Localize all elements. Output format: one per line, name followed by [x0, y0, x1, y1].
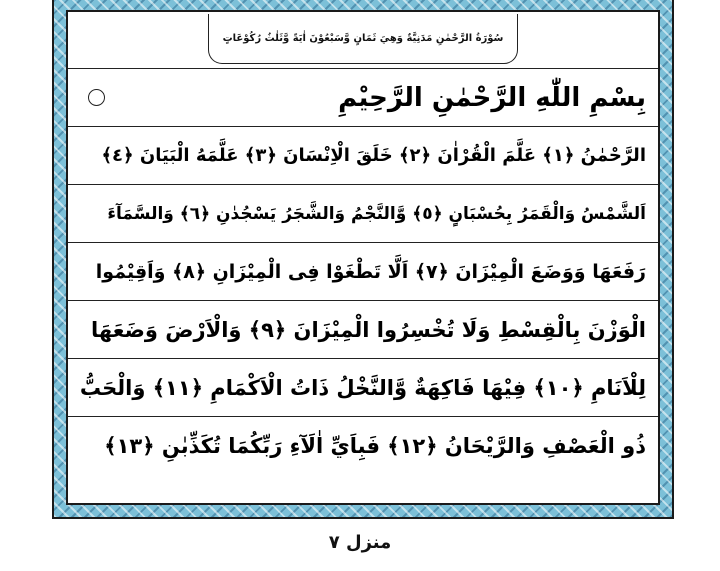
surah-heading: سُوْرَةُ الرَّحْمٰنِ مَدَنِيَّةٌ وَهِيَ ثَمَانٍ وَّسَبْعُوْنَ اٰيَةً وَّثَلٰثُ رُكُوْعَاتٍ: [222, 33, 504, 44]
verse-line-1: [68, 126, 658, 184]
bismillah-text: بِسْمِ اللّٰهِ الرَّحْمٰنِ الرَّحِيْمِ: [338, 82, 646, 113]
bismillah-end-circle: [88, 89, 105, 106]
surah-heading-box: [208, 14, 518, 64]
verse-line-5: [68, 358, 658, 416]
verse-line-text: الْوَزْنَ بِالْقِسْطِ وَلَا تُخْسِرُوا الْمِيْزَانَ ﴿٩﴾ وَالْاَرْضَ وَضَعَهَا: [90, 317, 646, 342]
verse-line-6: [68, 416, 658, 474]
bismillah-line: [68, 68, 658, 126]
text-panel: [66, 10, 660, 505]
verse-line-2: [68, 184, 658, 242]
verse-lines: [68, 68, 658, 474]
verse-line-text: لِلْاَنَامِ ﴿١٠﴾ فِيْهَا فَاكِهَةٌ وَّالنَّخْلُ ذَاتُ الْاَكْمَامِ ﴿١١﴾ وَالْحَبُّ: [79, 375, 646, 400]
manzil-footer: منزل ٧: [328, 532, 392, 553]
decorative-page-border: [52, 0, 674, 519]
verse-line-text: الرَّحْمٰنُ ﴿١﴾ عَلَّمَ الْقُرْاٰنَ ﴿٢﴾ خَلَقَ الْاِنْسَانَ ﴿٣﴾ عَلَّمَهُ الْبَيَانَ ﴿٤﴾: [101, 145, 646, 166]
verse-line-4: [68, 300, 658, 358]
verse-line-text: ذُو الْعَصْفِ وَالرَّيْحَانُ ﴿١٢﴾ فَبِاَيِّ اٰلَآءِ رَبِّكُمَا تُكَذِّبٰنِ ﴿١٣﴾: [104, 433, 646, 458]
verse-line-3: [68, 242, 658, 300]
verse-line-text: رَفَعَهَا وَوَضَعَ الْمِيْزَانَ ﴿٧﴾ اَلَّا تَطْغَوْا فِى الْمِيْزَانِ ﴿٨﴾ وَاَقِيْمُوا: [95, 260, 646, 283]
verse-line-text: اَلشَّمْسُ وَالْقَمَرُ بِحُسْبَانٍ ﴿٥﴾ وَّالنَّجْمُ وَالشَّجَرُ يَسْجُدٰنِ ﴿٦﴾ وَالسَّمَآءَ: [107, 204, 646, 224]
